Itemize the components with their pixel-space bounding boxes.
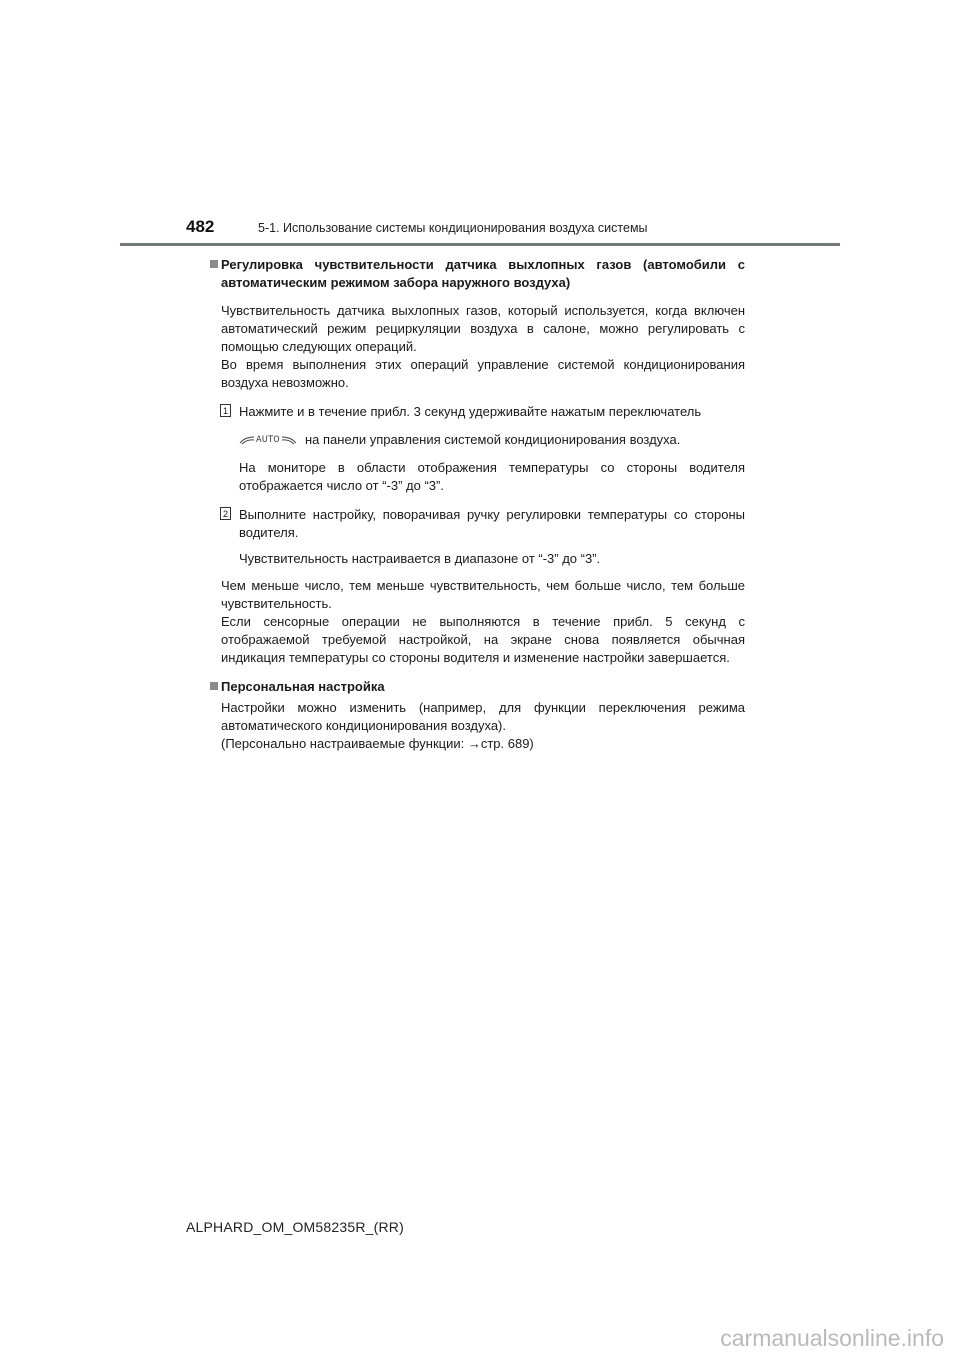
step-text: Выполните настройку, поворачивая ручку регулировки температуры со стороны водителя. xyxy=(239,507,745,540)
step-text: Нажмите и в течение прибл. 3 секунд удерживайте нажатым переключатель xyxy=(239,404,702,419)
step-number-badge: 2 xyxy=(220,507,231,520)
intro-paragraph: Чувствительность датчика выхлопных газов, который используется, когда включен автоматический режим рециркуляции воздуха в салоне, можно регулировать с помощью следующих операций. xyxy=(221,303,745,354)
fan-left-icon xyxy=(239,435,255,445)
fan-right-icon xyxy=(281,435,297,445)
section-heading-sensitivity xyxy=(210,256,745,292)
step-2-note: Чувствительность настраивается в диапазоне от “-3” до “3”. xyxy=(239,551,601,566)
heading-text: Регулировка чувствительности датчика выхлопных газов (автомобили с автоматическим режимом забора наружного воздуха) xyxy=(221,257,745,290)
intro-paragraph-2: Во время выполнения этих операций управление системой кондиционирования воздуха невозможно. xyxy=(221,357,745,390)
auto-switch-label: AUTO xyxy=(256,435,280,445)
page-content xyxy=(210,256,745,753)
heading-text: Персональная настройка xyxy=(221,679,385,694)
step-1-note: На мониторе в области отображения температуры со стороны водителя отображается число от “-3” до “3”. xyxy=(239,460,745,493)
step-1 xyxy=(220,403,745,421)
heading-square-icon xyxy=(210,682,218,690)
watermark: carmanualsonline.info xyxy=(720,1325,944,1351)
outro-paragraph-2: Если сенсорные операции не выполняются в течение прибл. 5 секунд с отображаемой требуемой настройкой, на экране снова появляется обычная индикация температуры со стороны водителя и изменение настройки завершается. xyxy=(221,614,745,665)
step-number-badge: 1 xyxy=(220,404,231,417)
page-number: 482 xyxy=(186,217,215,236)
personal-paragraph: Настройки можно изменить (например, для функции переключения режима автоматического кондиционирования воздуха). xyxy=(221,700,745,733)
section-heading-personal xyxy=(210,678,745,696)
auto-switch-line xyxy=(239,431,745,449)
step-2 xyxy=(220,506,745,542)
section-title: 5-1. Использование системы кондиционирования воздуха системы xyxy=(258,221,648,235)
step-text-after-icon: на панели управления системой кондиционирования воздуха. xyxy=(304,432,681,447)
auto-switch-icon xyxy=(239,431,297,449)
document-code: ALPHARD_OM_OM58235R_(RR) xyxy=(186,1219,404,1235)
header-rule xyxy=(120,243,840,246)
personal-paragraph-2: (Персонально настраиваемые функции: →стр. 689) xyxy=(221,736,534,751)
page-header xyxy=(0,0,960,250)
outro-paragraph: Чем меньше число, тем меньше чувствительность, чем больше число, тем больше чувствительность. xyxy=(221,578,745,611)
heading-square-icon xyxy=(210,260,218,268)
